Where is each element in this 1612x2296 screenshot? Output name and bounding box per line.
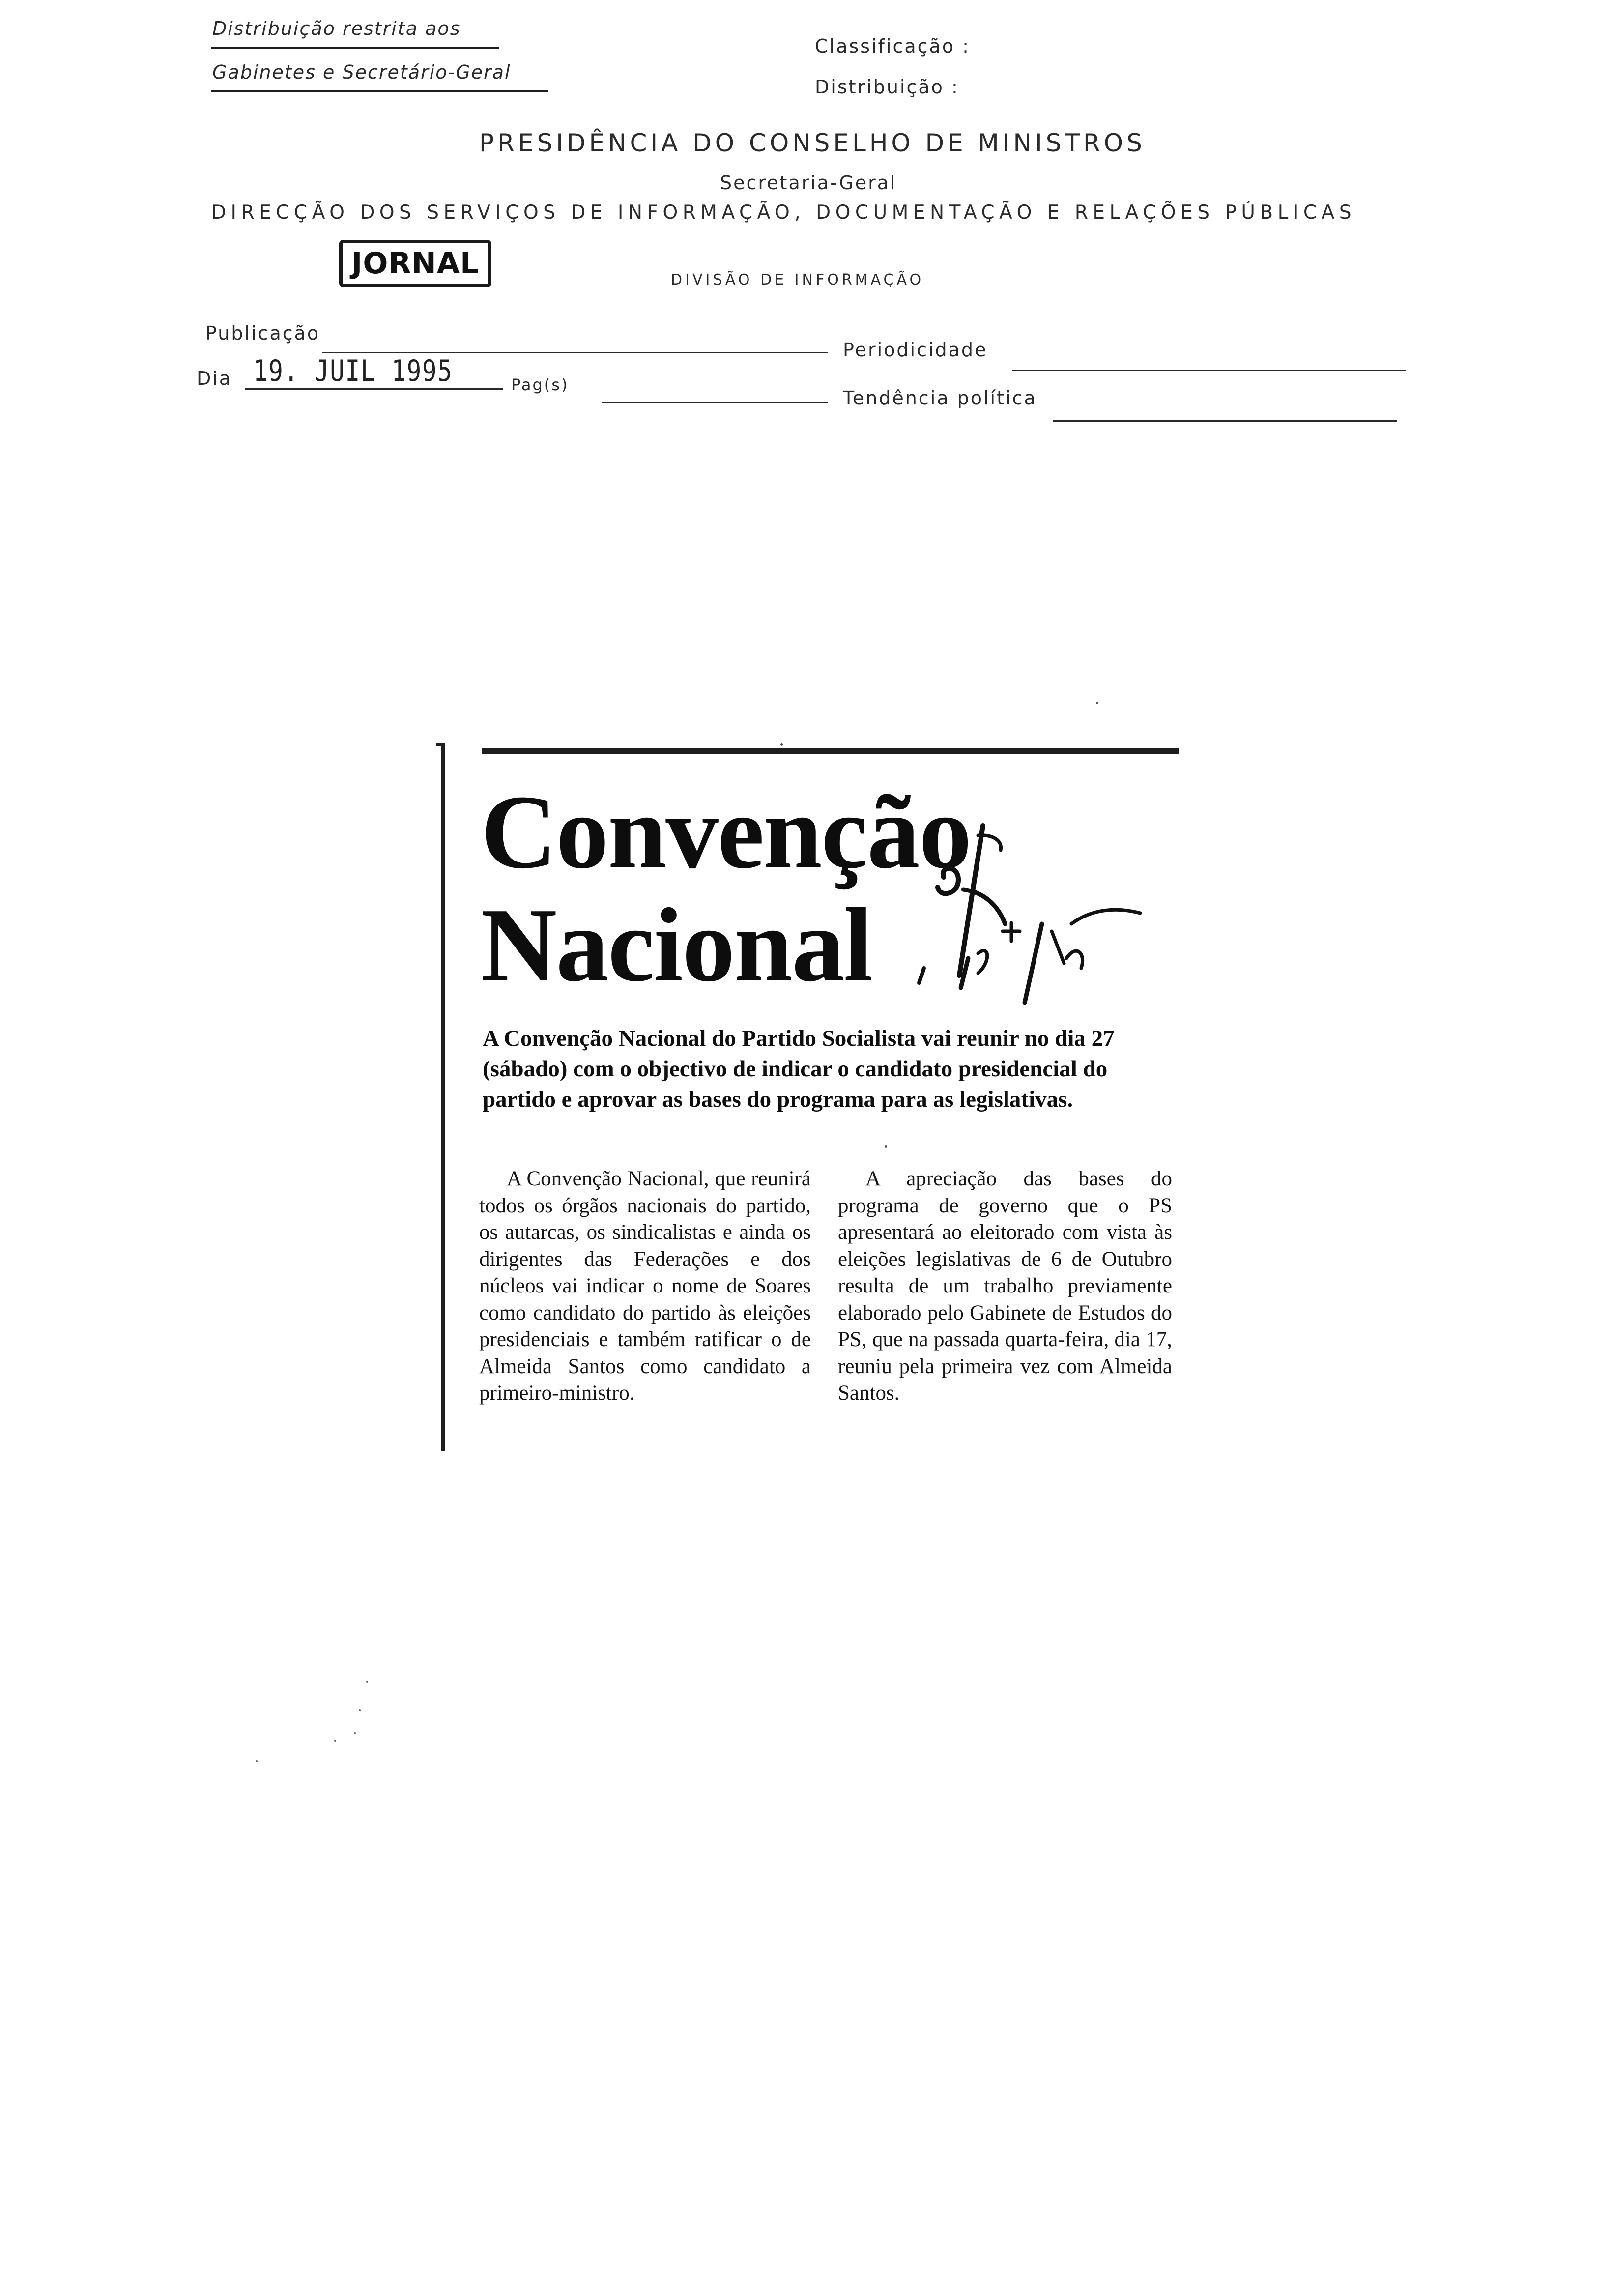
tendency-label: Tendência política	[843, 387, 1037, 409]
day-field-line	[245, 388, 503, 390]
presidency-heading: PRESIDÊNCIA DO CONSELHO DE MINISTROS	[479, 129, 1146, 157]
day-value: 19. JUIL 1995	[253, 354, 453, 388]
direction-heading: DIRECÇÃO DOS SERVIÇOS DE INFORMAÇÃO, DOCUMENTAÇÃO E RELAÇÕES PÚBLICAS	[211, 201, 1356, 224]
day-label: Dia	[197, 368, 232, 389]
scan-speck	[1096, 702, 1098, 704]
distribution-note-line2: Gabinetes e Secretário-Geral	[212, 61, 511, 83]
headline-top-rule	[482, 748, 1179, 754]
distribution-note-line1: Distribuição restrita aos	[212, 18, 461, 39]
jornal-stamp: JORNAL	[339, 240, 491, 287]
article-column-2: A apreciação das bases do programa de governo que o PS apresentará ao eleitorado com vista às eleições legislativas de 6 de Outubro resulta de um trabalho previamente elaborado pelo Gabinete de Estudos do PS, que na passada quarta-feira, dia 17, reuniu pela primeira vez com Almeida Santos.	[838, 1167, 1172, 1405]
pages-label: Pag(s)	[511, 375, 569, 394]
handwritten-annotation	[904, 806, 1180, 1022]
periodicity-field-line	[1012, 370, 1406, 371]
scan-speck	[256, 1760, 258, 1762]
publication-field-line	[322, 352, 828, 353]
article-column-1: A Convenção Nacional, que reunirá todos os órgãos nacionais do partido, os autarcas, os sindicalistas e ainda os dirigentes das Federações e dos núcleos vai indicar o nome de Soares como candidato do partido às eleições presidenciais e também ratificar o de Almeida Santos como candidato a primeiro-ministro.	[479, 1167, 811, 1405]
distribution-divider	[211, 47, 499, 49]
scan-speck	[354, 1732, 356, 1734]
scan-speck	[334, 1740, 336, 1742]
article-lead: A Convenção Nacional do Partido Socialista vai reunir no dia 27 (sábado) com o objectivo de indicar o candidato presidencial do partido e aprovar as bases do programa para as legislativas.	[483, 1026, 1115, 1112]
clipping-left-bracket-tick	[436, 743, 443, 746]
distribution-underline	[211, 90, 548, 92]
division-heading: DIVISÃO DE INFORMAÇÃO	[671, 271, 924, 288]
tendency-field-line	[1053, 420, 1397, 422]
secretariat-heading: Secretaria-Geral	[720, 172, 897, 194]
headline-line2: Nacional	[481, 886, 872, 1004]
classification-label: Classificação :	[815, 35, 970, 57]
scan-speck	[885, 1145, 887, 1148]
pages-field-line	[602, 402, 828, 403]
scan-speck	[780, 743, 783, 746]
scan-speck	[359, 1709, 361, 1711]
periodicity-label: Periodicidade	[843, 339, 988, 361]
clipping-left-bracket	[441, 743, 445, 1451]
publication-label: Publicação	[205, 322, 320, 344]
scan-speck	[366, 1681, 368, 1683]
distribution-label: Distribuição :	[815, 76, 959, 98]
headline-line1: Convenção	[481, 773, 971, 890]
